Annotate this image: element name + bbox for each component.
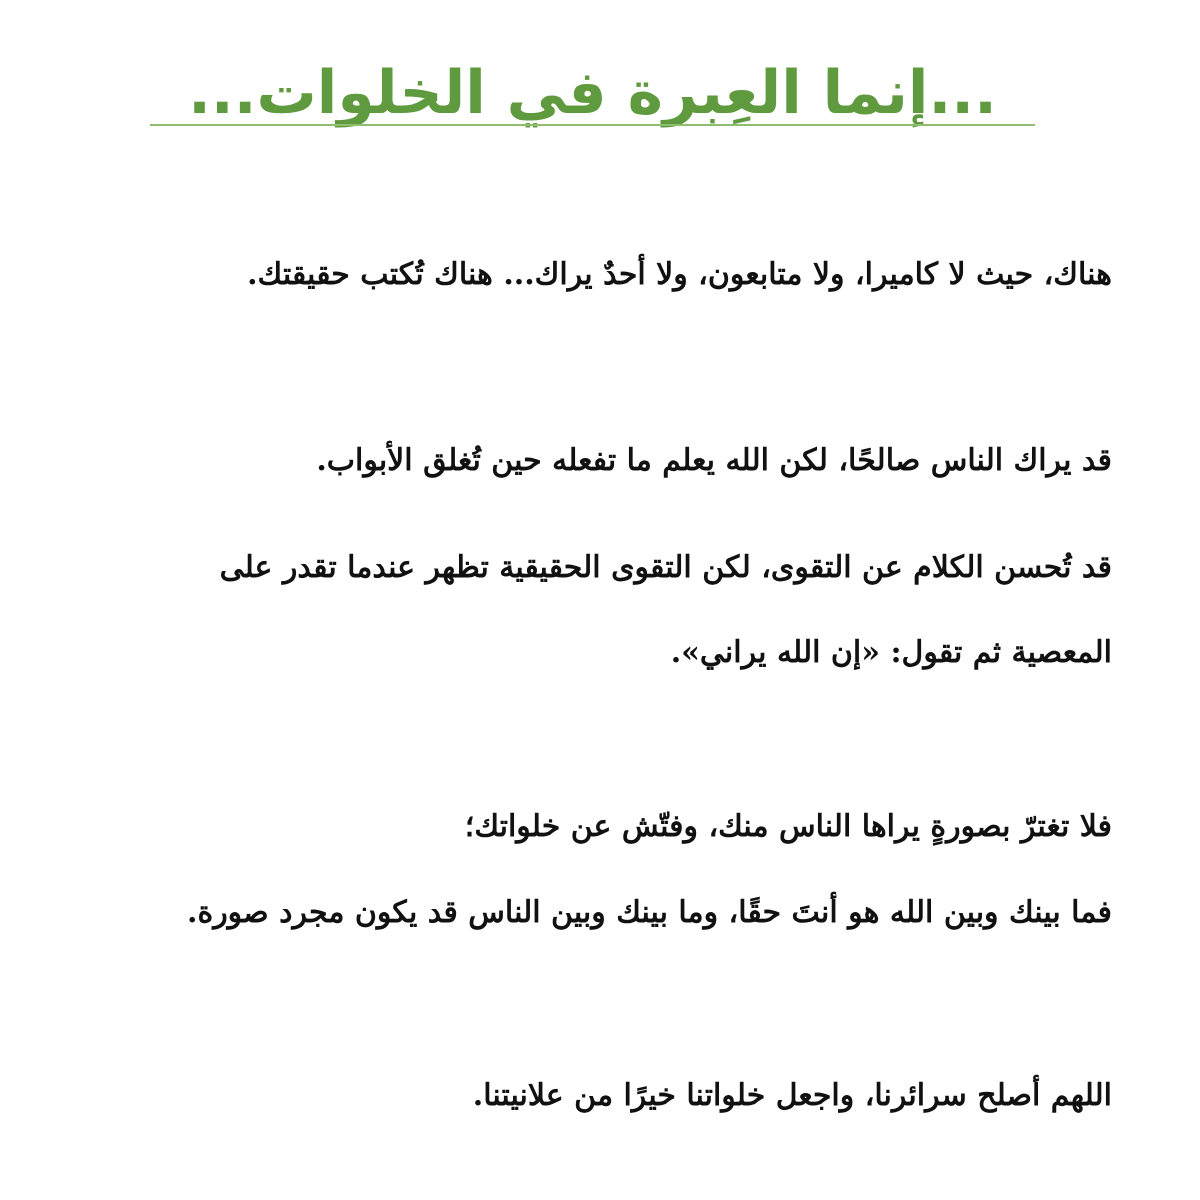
paragraph-2: قد يراك الناس صالحًا، لكن الله يعلم ما تفعله حين تُغلق الأبواب. (316, 443, 1112, 478)
paragraph-5: فما بينك وبين الله هو أنتَ حقًا، وما بينك وبين الناس قد يكون مجرد صورة. (187, 895, 1112, 930)
paragraph-4: فلا تغترّ بصورةٍ يراها الناس منك، وفتّش عن خلواتك؛ (464, 809, 1112, 844)
paragraph-3: قد تُحسن الكلام عن التقوى، لكن التقوى الحقيقية تظهر عندما تقدر على المعصية ثم تقول: «إن الله يراني». (219, 550, 1112, 670)
paragraph-6: اللهم أصلح سرائرنا، واجعل خلواتنا خيرًا من علانيتنا. (472, 1078, 1112, 1113)
title-underline (150, 124, 1035, 126)
title-container (150, 58, 1035, 128)
paragraph-1: هناك، حيث لا كاميرا، ولا متابعون، ولا أحدٌ يراك... هناك تُكتب حقيقتك. (247, 257, 1112, 292)
page-title: ...إنما العِبرة في الخلوات... (188, 58, 997, 128)
